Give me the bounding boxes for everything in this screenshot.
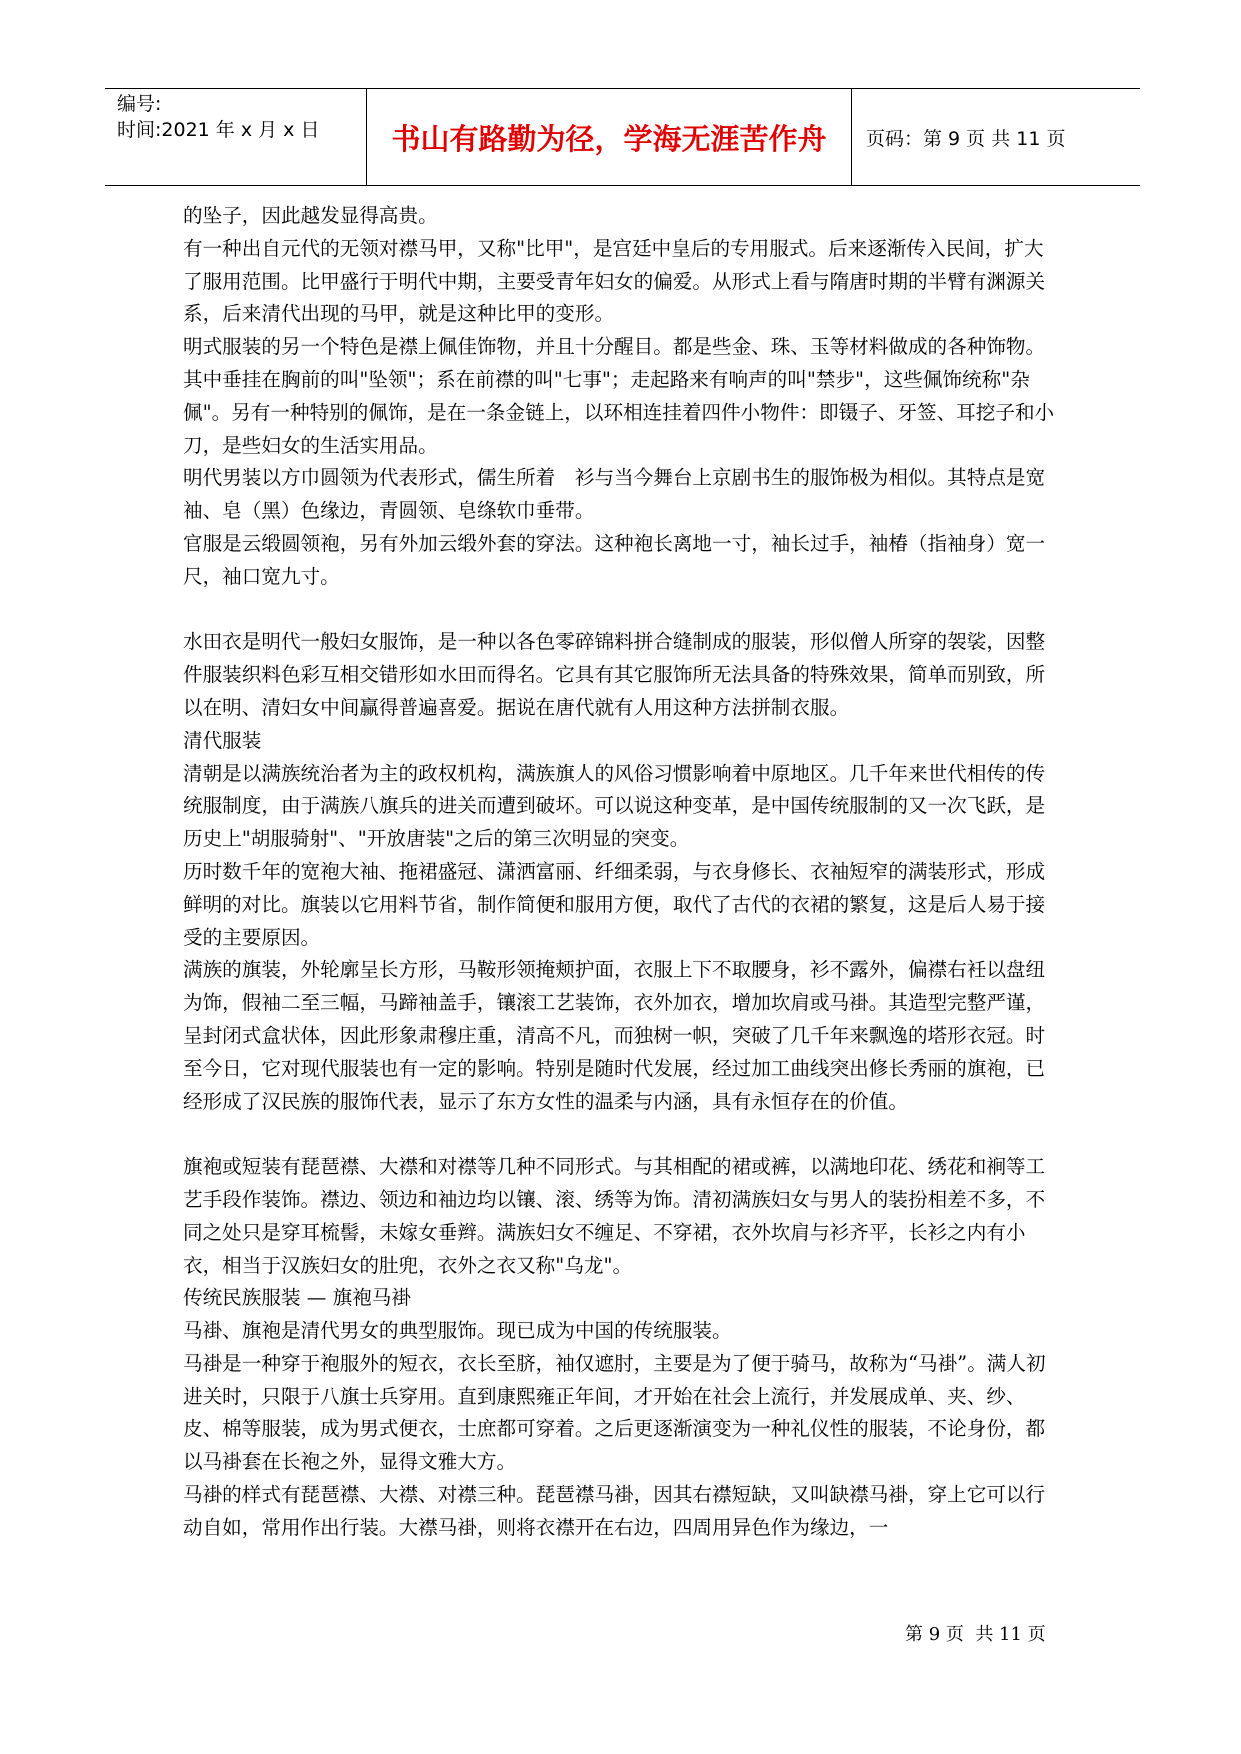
paragraph: 有一种出自元代的无领对襟马甲，又称"比甲"，是宫廷中皇后的专用服式。后来逐渐传入民间，扩大了服用范围。比甲盛行于明代中期，主要受青年妇女的偏爱。从形式上看与隋唐时期的半臂有渊源关系，后来清代出现的马甲，就是这种比甲的变形。 [183,236,1046,326]
paragraph: 马褂、旗袍是清代男女的典型服饰。现已成为中国的传统服装。 [183,1319,732,1343]
paragraph: 满族的旗装，外轮廓呈长方形，马鞍形领掩颊护面，衣服上下不取腰身，衫不露外，偏襟右衽以盘纽为饰，假袖二至三幅，马蹄袖盖手，镶滚工艺装饰，衣外加衣，增加坎肩或马褂。其造型完整严谨，呈封闭式盒状体，因此形象肃穆庄重，清高不凡，而独树一帜，突破了几千年来飘逸的塔形衣冠。时至今日，它对现代服装也有一定的影响。特别是随时代发展，经过加工曲线突出修长秀丽的旗袍，已经形成了汉民族的服饰代表，显示了东方女性的温柔与内涵，具有永恒存在的价值。 [183,958,1046,1113]
paragraph: 官服是云缎圆领袍，另有外加云缎外套的穿法。这种袍长离地一寸，袖长过手，袖椿（指袖身）宽一尺，袖口宽九寸。 [183,531,1046,588]
paragraph: 马褂的样式有琵琶襟、大襟、对襟三种。琵琶襟马褂，因其右襟短缺，又叫缺襟马褂，穿上它可以行动自如，常用作出行装。大襟马褂，则将衣襟开在右边，四周用异色作为缘边，一 [183,1483,1046,1539]
paragraph: 明式服装的另一个特色是襟上佩佳饰物，并且十分醒目。都是些金、珠、玉等材料做成的各种饰物。其中垂挂在胸前的叫"坠领"；系在前襟的叫"七事"；走起路来有响声的叫"禁步"，这些佩饰统称"杂佩"。另有一种特别的佩饰，是在一条金链上，以环相连挂着四件小物件：即镊子、牙签、耳挖子和小刀，是些妇女的生活实用品。 [183,335,1055,457]
section-heading: 清代服装 [183,728,262,752]
page-header [105,88,1140,186]
paragraph: 的坠子，因此越发显得高贵。 [183,204,438,227]
paragraph: 马褂是一种穿于袍服外的短衣，衣长至脐，袖仅遮肘，主要是为了便于骑马，故称为“马褂”。满人初进关时，只限于八旗士兵穿用。直到康熙雍正年间，才开始在社会上流行，并发展成单、夹、纱、皮、棉等服装，成为男式便衣，士庶都可穿着。之后更逐渐演变为一种礼仪性的服装，不论身份，都以马褂套在长袍之外，显得文雅大方。 [183,1351,1046,1474]
page-footer: 第 9 页 共 11 页 [905,1624,1046,1645]
document-body [183,200,1063,1545]
header-page-info: 页码：第 9 页 共 11 页 [866,127,1066,150]
paragraph: 水田衣是明代一般妇女服饰，是一种以各色零碎锦料拼合缝制成的服装，形似僧人所穿的袈裟，因整件服装织料色彩互相交错形如水田而得名。它具有其它服饰所无法具备的特殊效果，简单而别致，所以在明、清妇女中间赢得普遍喜爱。据说在唐代就有人用这种方法拼制衣服。 [183,630,1046,719]
document-time-label: 时间:2021 年 x 月 x 日 [117,119,320,141]
paragraph: 清朝是以满族统治者为主的政权机构，满族旗人的风俗习惯影响着中原地区。几千年来世代相传的传统服制度，由于满族八旗兵的进关而遭到破坏。可以说这种变革，是中国传统服制的又一次飞跃，是历史上"胡服骑射"、"开放唐装"之后的第三次明显的突变。 [183,761,1046,851]
paragraph: 旗袍或短装有琵琶襟、大襟和对襟等几种不同形式。与其相配的裙或裤，以满地印花、绣花和裥等工艺手段作装饰。襟边、领边和袖边均以镶、滚、绣等为饰。清初满族妇女与男人的装扮相差不多，不同之处只是穿耳梳髻，未嫁女垂辫。满族妇女不缠足、不穿裙，衣外坎肩与衫齐平，长衫之内有小衣，相当于汉族妇女的肚兜，衣外之衣又称"乌龙"。 [183,1155,1046,1277]
document-number-label: 编号: [117,93,162,115]
paragraph: 明代男装以方巾圆领为代表形式，儒生所着 衫与当今舞台上京剧书生的服饰极为相似。其特点是宽袖、皂（黑）色缘边，青圆领、皂绦软巾垂带。 [183,466,1046,523]
header-motto: 书山有路勤为径，学海无涯苦作舟 [367,89,852,185]
header-meta [105,89,367,185]
paragraph: 历时数千年的宽袍大袖、拖裙盛冠、潇洒富丽、纤细柔弱，与衣身修长、衣袖短窄的满装形式，形成鲜明的对比。旗装以它用料节省，制作简便和服用方便，取代了古代的衣裙的繁复，这是后人易于接受的主要原因。 [183,859,1046,949]
section-heading: 传统民族服装 — 旗袍马褂 [183,1286,411,1310]
